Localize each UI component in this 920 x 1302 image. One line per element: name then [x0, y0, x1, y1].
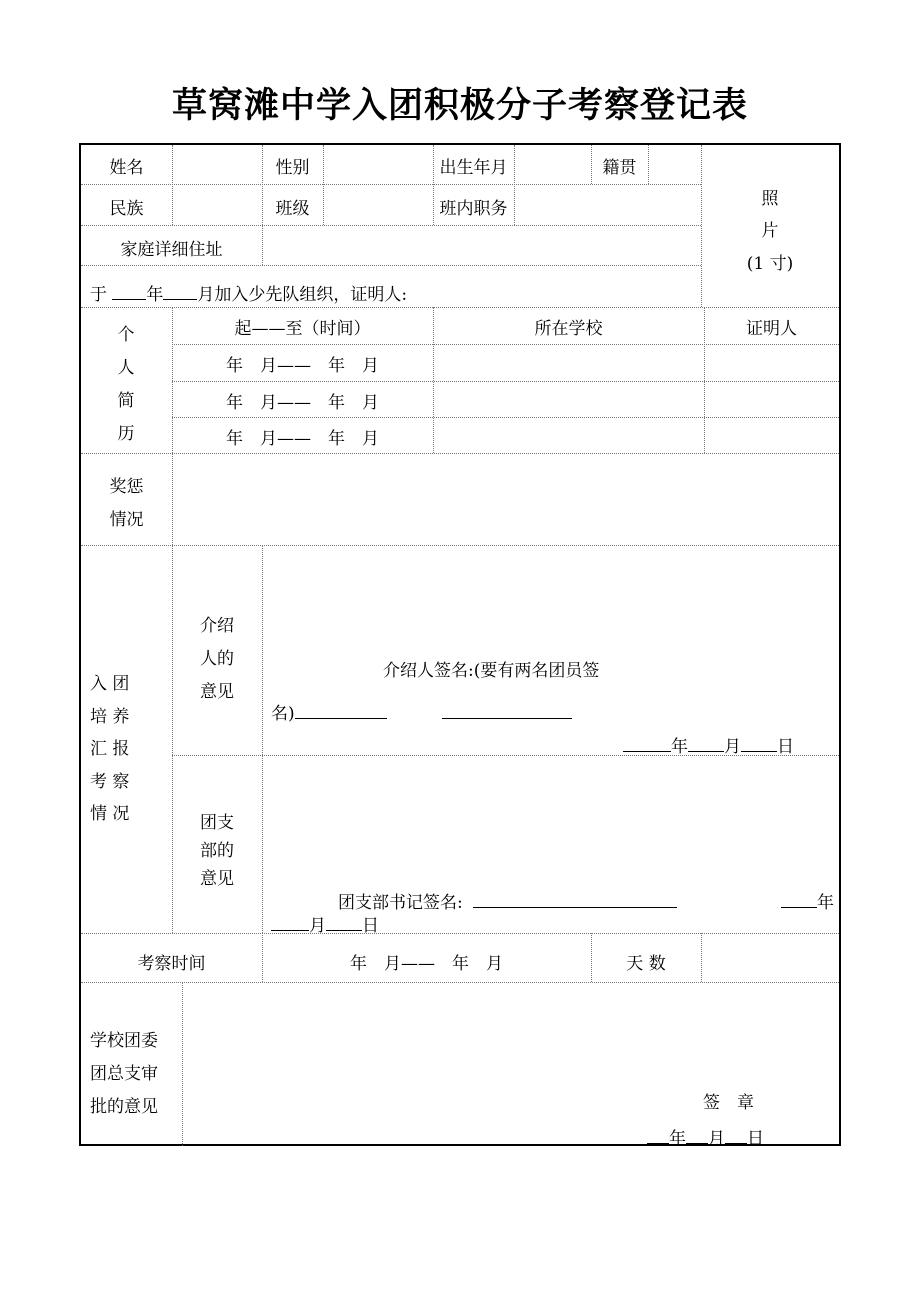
branch-opinion-label: 团支 部的 意见: [200, 813, 234, 889]
photo-text: 片: [761, 221, 779, 241]
page-title: 草窝滩中学入团积极分子考察登记表: [171, 86, 748, 126]
grid-line: [81, 545, 839, 546]
ethnic-label: 民族: [109, 199, 144, 219]
grid-line: [81, 265, 701, 266]
signature-blank: [473, 890, 677, 908]
blank-line: [741, 734, 777, 752]
blank-line: [112, 282, 146, 300]
resume-row-period: 年 月—— 年 月: [226, 393, 379, 413]
photo-size: (1 寸): [746, 254, 794, 274]
resume-row-period: 年 月—— 年 月: [226, 429, 379, 449]
photo-text: 照: [761, 189, 779, 209]
signature-blank: [442, 701, 572, 719]
resume-row-period: 年 月—— 年 月: [226, 356, 379, 376]
blank-line: [686, 1126, 708, 1144]
approval-date: 年 月 日: [647, 1126, 764, 1149]
introducer-date: 年 月 日: [623, 734, 794, 757]
grid-line: [262, 545, 263, 933]
resume-witness-header: 证明人: [746, 319, 797, 339]
grid-line: [182, 982, 183, 1146]
blank-line: [163, 282, 197, 300]
blank-line: [647, 1126, 669, 1144]
blank-line: [623, 734, 671, 752]
exam-days-label: 天 数: [626, 954, 666, 974]
grid-line: [81, 184, 701, 185]
class-position-label: 班内职务: [439, 199, 508, 219]
awards-label: 情况: [109, 510, 144, 530]
address-label: 家庭详细住址: [120, 240, 223, 260]
grid-line: [81, 933, 839, 934]
class-label: 班级: [275, 199, 310, 219]
gender-label: 性别: [275, 158, 310, 178]
grid-line: [81, 982, 839, 983]
blank-line: [271, 913, 309, 931]
blank-line: [326, 913, 362, 931]
introducer-sign-line: 名): [271, 701, 572, 724]
grid-line: [81, 453, 839, 454]
training-label: 入 团 培 养 汇 报 考 察 情 况: [90, 674, 130, 824]
resume-label: 个 人 简 历: [117, 325, 135, 444]
registration-form: [79, 143, 841, 1149]
resume-school-header: 所在学校: [534, 319, 603, 339]
grid-line: [172, 145, 173, 225]
grid-line: [323, 145, 324, 225]
grid-line: [172, 381, 839, 382]
branch-date-year: 年: [781, 890, 834, 913]
birth-label: 出生年月: [439, 158, 508, 178]
grid-line: [81, 307, 839, 308]
seal-label: 签 章: [703, 1093, 754, 1113]
branch-date-monthday: 月 日: [271, 913, 379, 936]
signature-blank: [295, 701, 387, 719]
approval-label: 学校团委 团总支审 批的意见: [90, 1031, 158, 1117]
blank-line: [688, 734, 724, 752]
grid-line: [81, 225, 701, 226]
awards-label: 奖惩: [109, 477, 144, 497]
grid-line: [701, 933, 702, 982]
exam-period: 年 月—— 年 月: [350, 954, 503, 974]
pioneer-join-line: 于 年 月加入少先队组织，证明人:: [90, 282, 407, 305]
grid-line: [172, 344, 839, 345]
native-place-label: 籍贯: [602, 158, 637, 178]
grid-line: [514, 145, 515, 225]
grid-line: [172, 417, 839, 418]
blank-line: [725, 1126, 747, 1144]
introducer-sign-note: 介绍人签名:(要有两名团员签: [383, 661, 600, 681]
exam-time-label: 考察时间: [137, 954, 206, 974]
resume-period-header: 起——至（时间）: [234, 319, 371, 339]
branch-secretary-sign: 团支部书记签名:: [338, 890, 677, 913]
grid-line: [648, 145, 649, 184]
blank-line: [781, 890, 817, 908]
introducer-opinion-label: 介绍 人的 意见: [200, 616, 234, 702]
name-label: 姓名: [109, 158, 144, 178]
